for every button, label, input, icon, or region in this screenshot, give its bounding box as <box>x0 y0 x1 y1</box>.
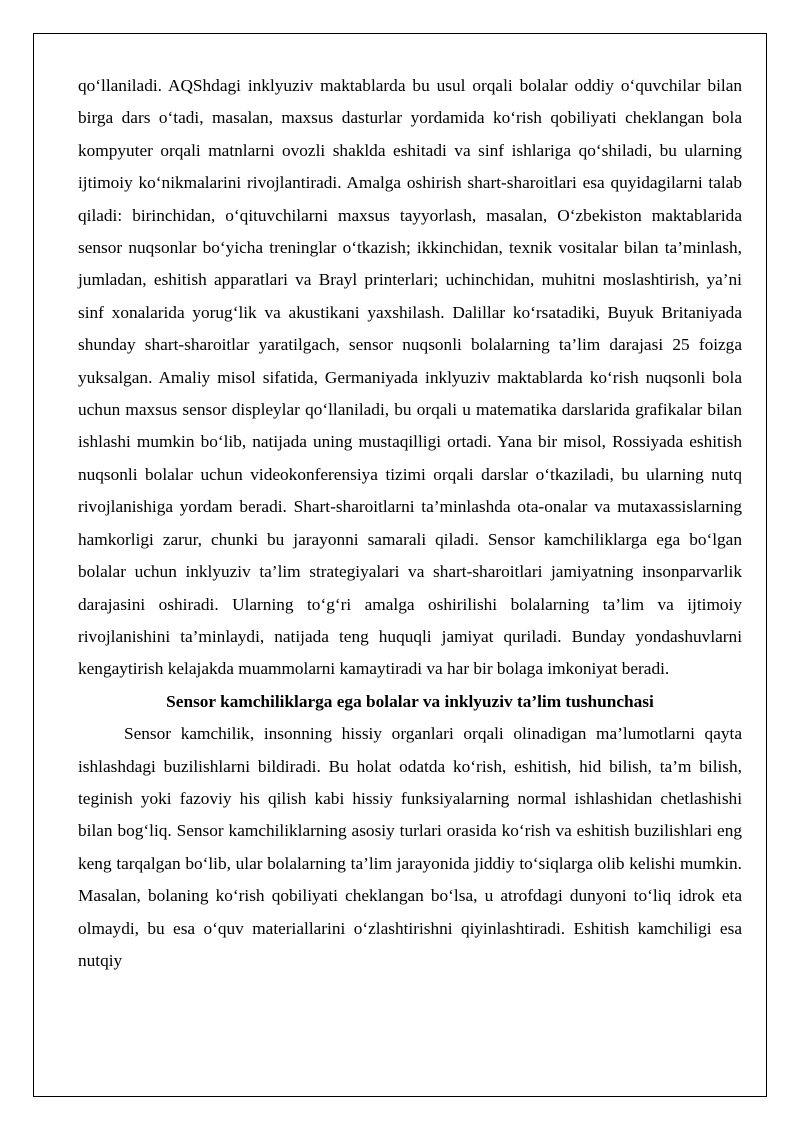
paragraph-sensor-definition: Sensor kamchilik, insonning hissiy organlari orqali olinadigan ma’lumotlarni qayta ishlashdagi buzilishlarni bildiradi. Bu holat odatda ko‘rish, eshitish, hid bilish, ta’m bilish, teginish yoki fazoviy his qilish kabi hissiy funksiyalarning normal ishlashidan chetlashishi bilan bog‘liq. Sensor kamchiliklarning asosiy turlari orasida ko‘rish va eshitish buzilishlari eng keng tarqalgan bo‘lib, ular bolalarning ta’lim jarayonida jiddiy to‘siqlarga olib kelishi mumkin. Masalan, bolaning ko‘rish qobiliyati cheklangan bo‘lsa, u atrofdagi dunyoni to‘liq idrok eta olmaydi, bu esa o‘quv materiallarini o‘zlashtirishni qiyinlashtiradi. Eshitish kamchiligi esa nutqiy <box>78 724 742 970</box>
paragraph-continuation: qo‘llaniladi. AQShdagi inklyuziv maktablarda bu usul orqali bolalar oddiy o‘quvchilar bilan birga dars o‘tadi, masalan, maxsus dasturlar yordamida ko‘rish qobiliyati cheklangan bola kompyuter orqali matnlarni ovozli shaklda eshitadi va sinf ishlariga qo‘shiladi, bu ularning ijtimoiy ko‘nikmalarini rivojlantiradi. Amalga oshirish shart-sharoitlari esa quyidagilarni talab qiladi: birinchidan, o‘qituvchilarni maxsus tayyorlash, masalan, O‘zbekiston maktablarida sensor nuqsonlar bo‘yicha treninglar o‘tkazish; ikkinchidan, texnik vositalar bilan ta’minlash, jumladan, eshitish apparatlari va Brayl printerlari; uchinchidan, muhitni moslashtirish, ya’ni sinf xonalarida yorug‘lik va akustikani yaxshilash. Dalillar ko‘rsatadiki, Buyuk Britaniyada shunday shart-sharoitlar yaratilgach, sensor nuqsonli bolalarning ta’lim darajasi 25 foizga yuksalgan. Amaliy misol sifatida, Germaniyada inklyuziv maktablarda ko‘rish nuqsonli bola uchun maxsus sensor displeylar qo‘llaniladi, bu orqali u matematika darslarida grafikalar bilan ishlashi mumkin bo‘lib, natijada uning mustaqilligi ortadi. Yana bir misol, Rossiyada eshitish nuqsonli bolalar uchun videokonferensiya tizimi orqali darslar o‘tkaziladi, bu ularning nutq rivojlanishiga yordam beradi. Shart-sharoitlarni ta’minlashda ota-onalar va mutaxassislarning hamkorligi zarur, chunki bu jarayonni samarali qiladi. Sensor kamchiliklarga ega bo‘lgan bolalar uchun inklyuziv ta’lim strategiyalari va shart-sharoitlari jamiyatning insonparvarlik darajasini oshiradi. Ularning to‘g‘ri amalga oshirilishi bolalarning ta’lim va ijtimoiy rivojlanishini ta’minlaydi, natijada teng huquqli jamiyat quriladi. Bunday yondashuvlarni kengaytirish kelajakda muammolarni kamaytiradi va har bir bolaga imkoniyat beradi. <box>78 76 742 679</box>
section-heading: Sensor kamchiliklarga ega bolalar va inklyuziv ta’lim tushunchasi <box>166 691 654 711</box>
document-body <box>78 70 742 977</box>
